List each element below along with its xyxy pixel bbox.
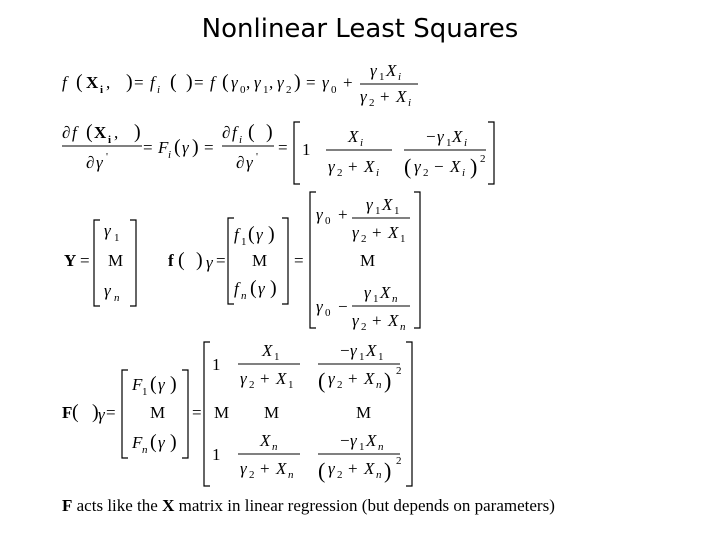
eq3-b-X: X — [380, 283, 391, 302]
eq2-paren-gr: ) — [192, 136, 199, 158]
eq2-F-sub: i — [168, 149, 172, 161]
eq3-t-Xd1: 1 — [400, 233, 406, 245]
eq4-rn-X: X — [260, 431, 271, 450]
eq1-paren-2: ( — [170, 71, 177, 93]
eq2-gamma-den2: γ — [246, 153, 253, 172]
eq4-dots-c: M — [264, 403, 280, 422]
eq4-r1-pr: ) — [384, 368, 392, 393]
eq4-rn-dplus: + — [348, 459, 358, 478]
eq2-one: 1 — [302, 140, 311, 159]
eq4-rn-pr: ) — [384, 458, 392, 483]
eq1-den-plus: + — [380, 87, 390, 106]
eq4-rn-dXn: n — [376, 469, 382, 481]
eq3-f: f — [168, 251, 174, 270]
eq3-b-g2: γ — [352, 311, 359, 330]
eq2-gamma: γ — [182, 138, 189, 157]
eq4-rn-X2n: n — [378, 441, 384, 453]
eq2-partial-b: ∂ — [86, 153, 95, 172]
eq2-X-sub: i — [108, 134, 112, 146]
eq3-b-s2: 2 — [361, 321, 367, 333]
eq3-eq-c: = — [294, 251, 304, 270]
eq2-comma: , — [114, 123, 119, 142]
eq3-t-X1: 1 — [394, 205, 400, 217]
eq2-fy-minus2: − — [434, 157, 444, 176]
eq2-fx-den-X: X — [364, 157, 375, 176]
eq1-sub: i — [100, 84, 104, 96]
eq4-rn-s1: 1 — [359, 441, 365, 453]
eq4-r1-Xd: X — [276, 369, 287, 388]
eq4-r1-dplus: + — [348, 369, 358, 388]
eq4-rn-X2: X — [366, 431, 377, 450]
eq4-rn-p: ( — [318, 458, 326, 483]
eq3-Yn-sub: n — [114, 292, 120, 304]
eq2-fi-sub: i — [239, 134, 243, 146]
eq1-paren-3r: ) — [294, 71, 301, 93]
caption-F: F — [62, 496, 73, 515]
eq4-Fn-g: γ — [158, 433, 165, 452]
eq4-r1-dX: X — [364, 369, 375, 388]
eq1-eq-b: = — [194, 73, 204, 92]
eq3-b-Xn: n — [392, 293, 398, 305]
eq3-b-Xdn: n — [400, 321, 406, 333]
eq2-gamma-den: γ — [96, 153, 103, 172]
eq3-eq-a: = — [80, 251, 90, 270]
eq3-f1-pr: ) — [268, 223, 275, 245]
eq4-Fn-p: ( — [150, 431, 157, 453]
eq4-eq-b: = — [192, 403, 202, 422]
eq1-g2-sub: 2 — [286, 84, 292, 96]
caption — [62, 496, 555, 516]
eq1-g1-sub: 1 — [263, 84, 269, 96]
eq2-prime-b: ' — [256, 151, 258, 163]
eq4-r1-one: 1 — [212, 355, 221, 374]
eq1-paren: ( — [76, 71, 83, 93]
eq4-r1-p: ( — [318, 368, 326, 393]
eq3-fn-g: γ — [258, 279, 265, 298]
eq3-t-s2: 2 — [361, 233, 367, 245]
eq4-r1-X1: 1 — [274, 351, 280, 363]
eq1-fi: f — [150, 73, 155, 92]
eq2-X: X — [94, 123, 107, 142]
equation-vectors — [64, 192, 420, 333]
eq3-gamma: γ — [206, 253, 213, 272]
eq2-fy-minus: − — [426, 127, 436, 146]
eq1-num-g1: γ — [370, 61, 377, 80]
eq4-rn-Xdn: n — [288, 469, 294, 481]
eq4-rn-plus: + — [260, 459, 270, 478]
eq2-paren-g: ( — [174, 136, 181, 158]
eq2-partial-a: ∂ — [62, 123, 71, 142]
eq4-F1: F — [132, 375, 143, 394]
eq2-fy-s1: 1 — [446, 137, 452, 149]
eq3-paren: ( — [178, 249, 185, 271]
caption-X: X — [162, 496, 175, 515]
eq4-r1-dg2: γ — [328, 369, 335, 388]
eq4-r1-g1: γ — [350, 341, 357, 360]
eq2-fi: f — [232, 123, 237, 142]
eq4-F: F — [62, 403, 73, 422]
eq1-paren-3: ( — [222, 71, 229, 93]
eq4-eq-a: = — [106, 403, 116, 422]
eq4-rn-sq: 2 — [396, 455, 402, 467]
eq3-fn-p: ( — [250, 277, 257, 299]
eq2-fx-den-s: 2 — [337, 167, 343, 179]
eq4-rn-dg2: γ — [328, 459, 335, 478]
eq2-partial-d: ∂ — [236, 153, 245, 172]
eq1-num-X: X — [386, 61, 397, 80]
eq2-fy-s2: 2 — [423, 167, 429, 179]
eq1-num-i: i — [398, 71, 402, 83]
eq3-dots-a: M — [108, 251, 124, 270]
eq1-comma: , — [106, 73, 111, 92]
eq2-fy-paren: ( — [404, 154, 412, 179]
eq4-rn-g2: γ — [240, 459, 247, 478]
eq3-t-s0: 0 — [325, 215, 331, 227]
eq4-paren: ( — [72, 401, 79, 423]
caption-text1: acts like the — [72, 496, 163, 515]
eq3-t-X: X — [382, 195, 393, 214]
eq2-fx-den-i: i — [376, 167, 380, 179]
eq3-f1-sub: 1 — [241, 236, 247, 248]
eq3-t-plus: + — [338, 205, 348, 224]
eq1-plus: + — [343, 73, 353, 92]
eq4-r1-sq: 2 — [396, 365, 402, 377]
eq4-rn-minus: − — [340, 431, 350, 450]
eq3-f1-p: ( — [248, 223, 255, 245]
eq4-rn-dX: X — [364, 459, 375, 478]
eq1-fi-sub: i — [157, 84, 161, 96]
eq2-fy-i2: i — [462, 167, 466, 179]
eq1-f: f — [62, 73, 67, 92]
eq1-X: X — [86, 73, 99, 92]
eq1-den-g2: γ — [360, 87, 367, 106]
eq3-t-s1: 1 — [375, 205, 381, 217]
eq3-eq-b: = — [216, 251, 226, 270]
eq3-t-g1: γ — [366, 195, 373, 214]
eq1-c2: , — [269, 73, 274, 92]
eq4-rn-ds2: 2 — [337, 469, 343, 481]
eq3-Y1: γ — [104, 221, 111, 240]
eq2-fy-X: X — [452, 127, 463, 146]
eq1-eq-c: = — [306, 73, 316, 92]
eq4-dots-b: M — [214, 403, 230, 422]
eq1-paren-r: ) — [126, 71, 133, 93]
eq4-F1-p: ( — [150, 373, 157, 395]
eq1-gamma0-sub: 0 — [331, 84, 337, 96]
eq3-paren-r: ) — [196, 249, 203, 271]
eq1-den-s2: 2 — [369, 97, 375, 109]
eq3-b-minus: − — [338, 297, 348, 316]
eq2-prime-a: ' — [106, 151, 108, 163]
eq2-fx-den-plus: + — [348, 157, 358, 176]
eq2-F: F — [158, 138, 169, 157]
eq4-rn-s2: 2 — [249, 469, 255, 481]
eq4-r1-Xd1: 1 — [288, 379, 294, 391]
eq3-t-g0: γ — [316, 205, 323, 224]
eq3-b-g1: γ — [364, 283, 371, 302]
eq3-f1: f — [234, 225, 239, 244]
eq3-Y: Y — [64, 251, 77, 270]
eq4-r1-g2: γ — [240, 369, 247, 388]
eq4-r1-s1: 1 — [359, 351, 365, 363]
eq4-F1-pr: ) — [170, 373, 177, 395]
eq2-f: f — [72, 123, 77, 142]
eq3-dots-c: M — [360, 251, 376, 270]
eq3-b-plus: + — [372, 311, 382, 330]
eq4-r1-minus: − — [340, 341, 350, 360]
equation-derivative — [62, 121, 494, 184]
eq4-Fn-sub: n — [142, 444, 148, 456]
eq2-eq-a: = — [143, 138, 153, 157]
eq1-gamma0: γ — [322, 73, 329, 92]
eq3-dots-b: M — [252, 251, 268, 270]
eq3-t-Xd: X — [388, 223, 399, 242]
eq2-fy-i: i — [464, 137, 468, 149]
eq3-t-plus2: + — [372, 223, 382, 242]
eq4-Fn: F — [132, 433, 143, 452]
eq4-r1-X2: X — [366, 341, 377, 360]
eq2-fy-paren-r: ) — [470, 154, 478, 179]
eq2-fx-den-g: γ — [328, 157, 335, 176]
eq2-paren-fir: ) — [266, 121, 273, 143]
eq4-dots-d: M — [356, 403, 372, 422]
eq3-b-s1: 1 — [373, 293, 379, 305]
eq4-F1-g: γ — [158, 375, 165, 394]
eq1-c1: , — [246, 73, 251, 92]
eq4-r1-plus: + — [260, 369, 270, 388]
eq4-rn-g1: γ — [350, 431, 357, 450]
equation-model-definition — [62, 61, 418, 109]
eq3-f1-g: γ — [256, 225, 263, 244]
eq1-g0: γ — [231, 73, 238, 92]
eq2-fy-g2: γ — [414, 157, 421, 176]
eq3-Y1-sub: 1 — [114, 232, 120, 244]
eq4-rn-Xd: X — [276, 459, 287, 478]
eq3-b-Xd: X — [388, 311, 399, 330]
eq3-fn-sub: n — [241, 290, 247, 302]
eq3-fn-pr: ) — [270, 277, 277, 299]
eq1-eq-a: = — [134, 73, 144, 92]
eq1-den-i: i — [408, 97, 412, 109]
eq4-Fn-pr: ) — [170, 431, 177, 453]
equation-jacobian — [62, 341, 412, 486]
eq1-g1: γ — [254, 73, 261, 92]
eq3-b-s0: 0 — [325, 307, 331, 319]
eq2-eq-c: = — [278, 138, 288, 157]
eq2-fy-X2: X — [450, 157, 461, 176]
eq3-Yn: γ — [104, 281, 111, 300]
eq2-fx-num: X — [348, 127, 359, 146]
eq4-r1-s2: 2 — [249, 379, 255, 391]
eq2-fx-num-i: i — [360, 137, 364, 149]
eq2-eq-b: = — [204, 138, 214, 157]
eq2-paren: ( — [86, 121, 93, 143]
eq1-den-X: X — [396, 87, 407, 106]
eq1-g2: γ — [277, 73, 284, 92]
eq4-r1-ds2: 2 — [337, 379, 343, 391]
caption-text2: matrix in linear regression (but depends on parameters) — [174, 496, 555, 515]
eq4-dots-a: M — [150, 403, 166, 422]
eq4-r1-X21: 1 — [378, 351, 384, 363]
eq2-fy-g1: γ — [437, 127, 444, 146]
page-title: Nonlinear Least Squares — [201, 14, 519, 44]
eq4-rn-Xn: n — [272, 441, 278, 453]
eq3-b-g0: γ — [316, 297, 323, 316]
eq3-t-g2: γ — [352, 223, 359, 242]
eq2-partial-c: ∂ — [222, 123, 231, 142]
eq1-f2: f — [210, 73, 215, 92]
eq2-paren-fi: ( — [248, 121, 255, 143]
eq1-g0-sub: 0 — [240, 84, 246, 96]
eq4-r1-X: X — [262, 341, 273, 360]
eq2-paren-r: ) — [134, 121, 141, 143]
eq4-gamma: γ — [98, 405, 105, 424]
eq4-F1-sub: 1 — [142, 386, 148, 398]
eq4-paren-r: ) — [92, 401, 99, 423]
eq4-rn-one: 1 — [212, 445, 221, 464]
eq1-paren-2r: ) — [186, 71, 193, 93]
eq2-fy-sq: 2 — [480, 153, 486, 165]
eq1-num-s1: 1 — [379, 71, 385, 83]
eq3-fn: f — [234, 279, 239, 298]
eq4-r1-dXn: n — [376, 379, 382, 391]
